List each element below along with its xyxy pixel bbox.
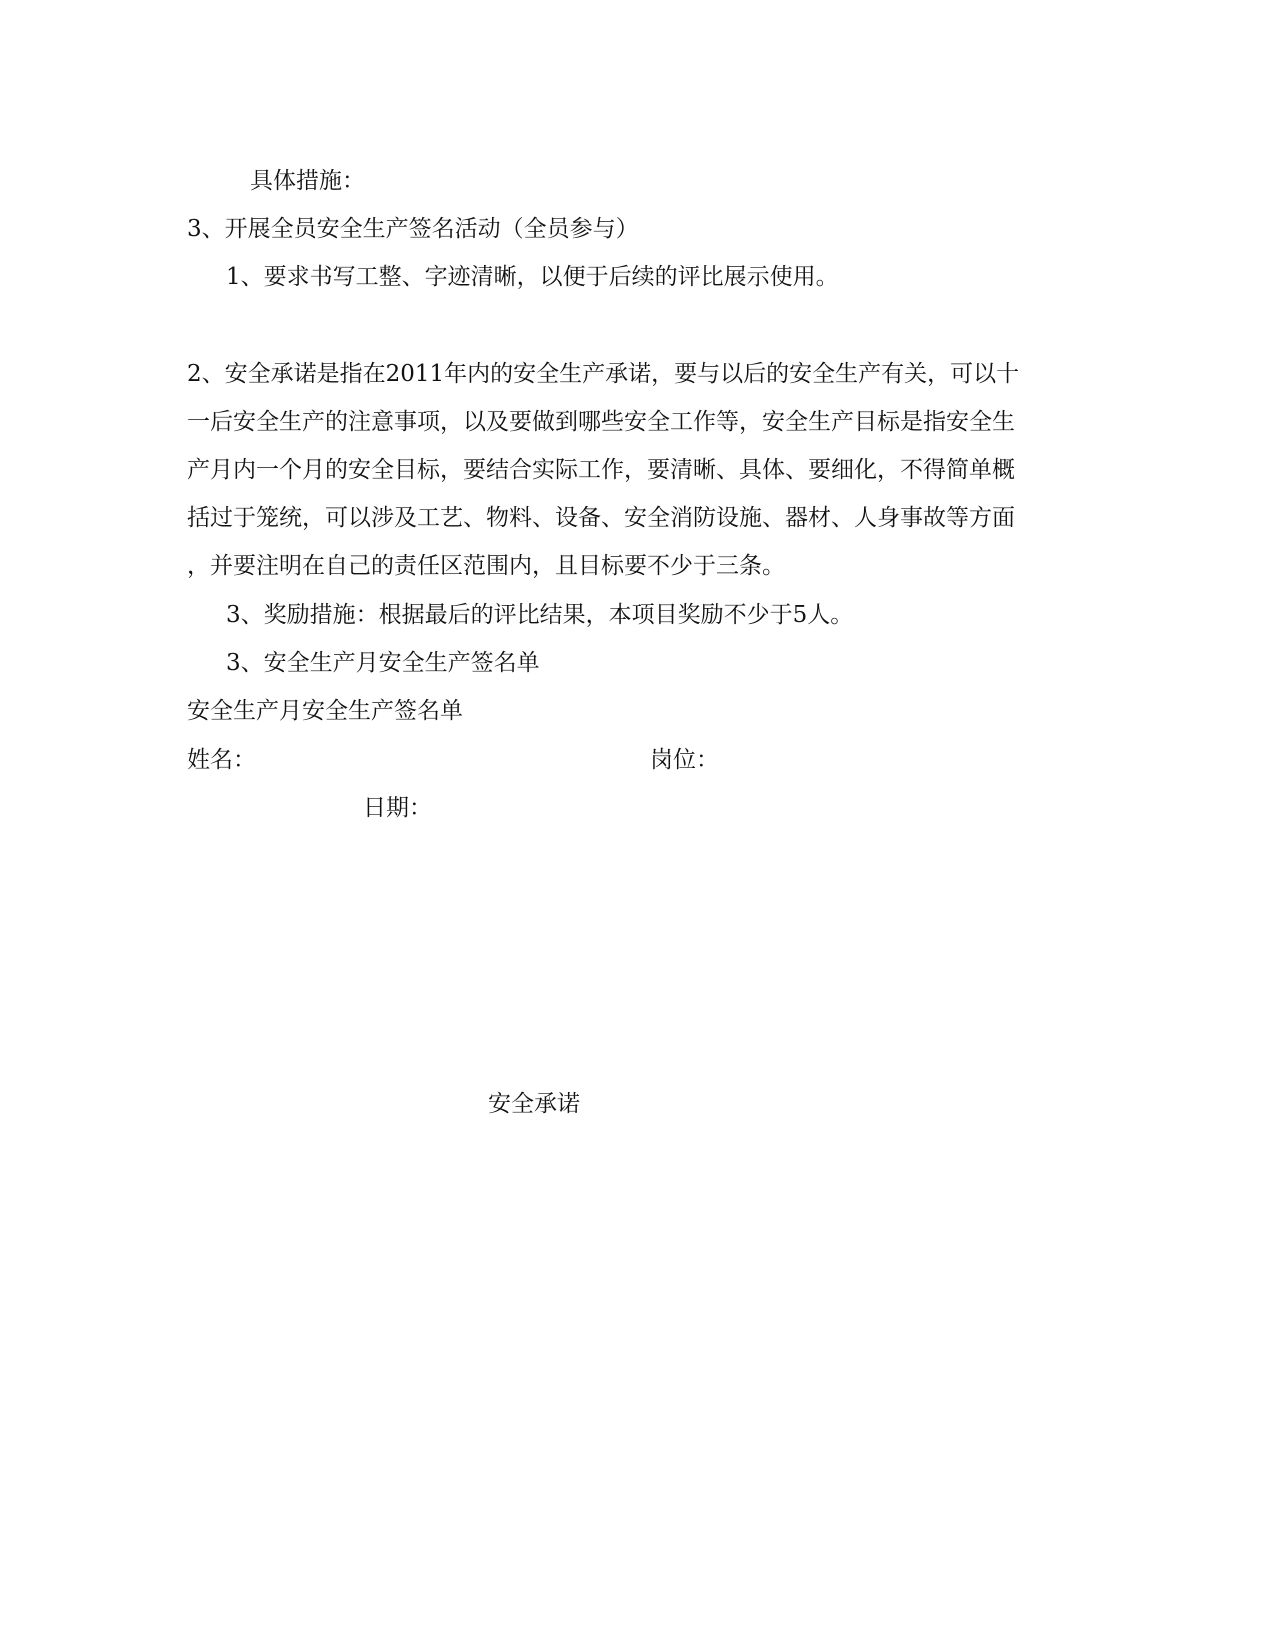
promise-paragraph-line-2: 一后安全生产的注意事项，以及要做到哪些安全工作等，安全生产目标是指安全生 [187, 409, 1015, 435]
promise-paragraph-line-5: ，并要注明在自己的责任区范围内，且目标要不少于三条。 [187, 553, 785, 579]
reward-measures: 3、奖励措施：根据最后的评比结果，本项目奖励不少于5人。 [226, 602, 854, 628]
name-label: 姓名： [187, 747, 256, 773]
signature-activity-heading: 3、开展全员安全生产签名活动（全员参与） [187, 216, 639, 242]
requirement-item-1: 1、要求书写工整、字迹清晰，以便于后续的评比展示使用。 [226, 264, 839, 290]
measures-heading: 具体措施： [250, 168, 365, 194]
promise-paragraph-line-1: 2、安全承诺是指在2011年内的安全生产承诺，要与以后的安全生产有关，可以十 [187, 361, 1020, 387]
promise-paragraph-line-4: 括过于笼统，可以涉及工艺、物料、设备、安全消防设施、器材、人身事故等方面 [187, 505, 1015, 531]
post-label: 岗位： [650, 747, 719, 773]
date-label: 日期： [363, 795, 432, 821]
safety-promise-title: 安全承诺 [488, 1091, 580, 1117]
signature-sheet-title: 安全生产月安全生产签名单 [187, 698, 463, 724]
promise-paragraph-line-3: 产月内一个月的安全目标，要结合实际工作，要清晰、具体、要细化，不得简单概 [187, 457, 1015, 483]
signature-sheet-item: 3、安全生产月安全生产签名单 [226, 650, 540, 676]
